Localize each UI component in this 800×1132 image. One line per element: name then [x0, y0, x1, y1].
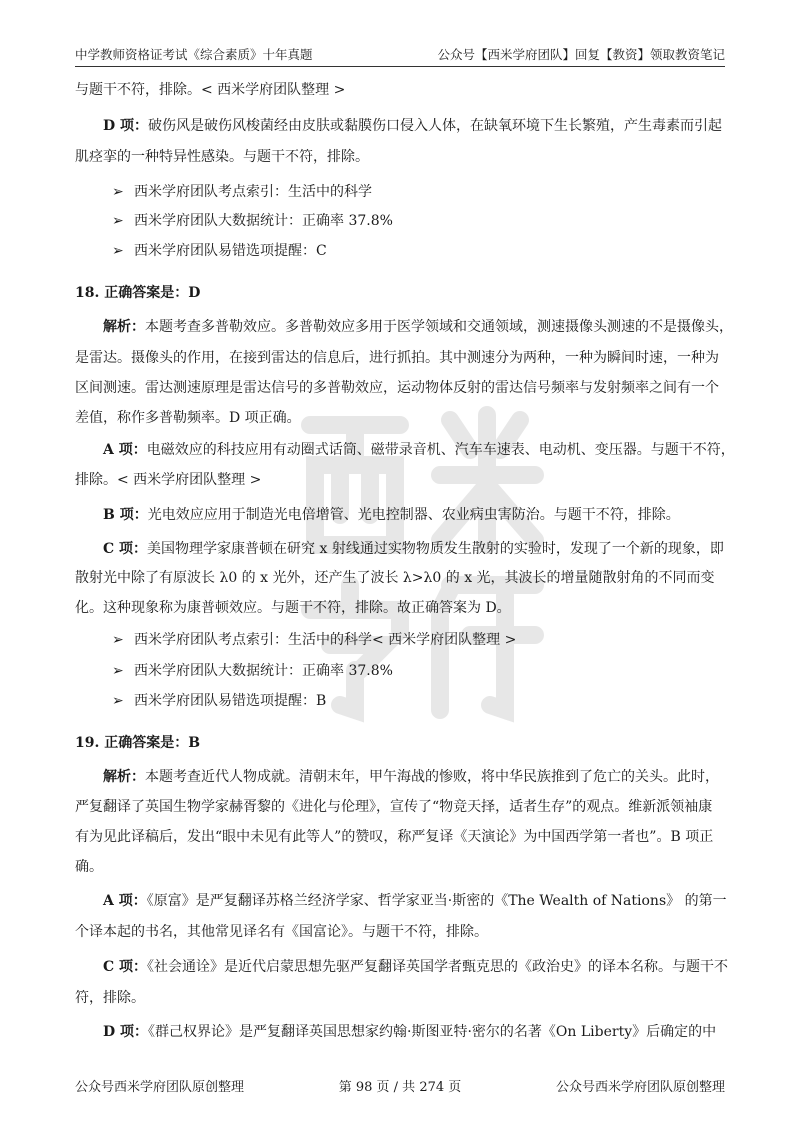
- analysis-text: 本题考查多普勒效应。多普勒效应多用于医学领域和交通领域，测速摄像头测速的不是摄像头，: [145, 319, 733, 335]
- bullet-text: 西米学府团队考点索引：生活中的科学: [134, 184, 372, 200]
- text-line: 差值，称作多普勒频率。D 项正确。: [75, 410, 301, 426]
- option-text: 电磁效应的科技应用有动圈式话筒、磁带录音机、汽车车速表、电动机、变压器。与题干不符，: [146, 442, 735, 458]
- bullet-text: 西米学府团队易错选项提醒：C: [134, 243, 327, 259]
- bullet-text: 西米学府团队大数据统计：正确率 37.8%: [134, 663, 393, 679]
- option-d-line: [103, 1022, 725, 1042]
- option-text: 《原富》是严复翻译苏格兰经济学家、哲学家亚当·斯密的《The Wealth of Nations》 的第一: [146, 893, 727, 909]
- text-line: 有为见此译稿后，发出“眼中未见有此等人”的赞叹，称严复译《天演论》为中国西学第一者也”。B 项正: [75, 829, 714, 845]
- header-right-note: 公众号【西米学府团队】回复【教资】领取教资笔记: [437, 47, 725, 62]
- bullet-item: [112, 241, 725, 261]
- bullet-item: [112, 211, 725, 231]
- analysis-line: [103, 767, 725, 787]
- arrow-bullet-icon: ➢: [112, 243, 124, 259]
- text-line: 化。这种现象称为康普顿效应。与题干不符，排除。故正确答案为 D。: [75, 600, 511, 616]
- bullet-item: [112, 691, 725, 711]
- option-text: 《社会通诠》是近代启蒙思想先驱严复翻译英国学者甄克思的《政治史》的译本名称。与题干不: [147, 959, 729, 975]
- arrow-bullet-icon: ➢: [112, 213, 124, 229]
- text-line: 严复翻译了英国生物学家赫胥黎的《进化与伦理》，宣传了“物竞天择，适者生存”的观点。维新派领袖康: [75, 799, 713, 815]
- text-line: 符，排除。: [75, 990, 145, 1006]
- text-line: 确。: [75, 859, 103, 875]
- option-label: D 项：: [103, 118, 149, 134]
- text-line: 散射光中除了有原波长 λ0 的 x 光外，还产生了波长 λ>λ0 的 x 光，其波长的增量随散射角的不同而变: [75, 570, 715, 586]
- bullet-text: 西米学府团队大数据统计：正确率 37.8%: [134, 213, 393, 229]
- text-line: 肌痉挛的一种特异性感染。与题干不符，排除。: [75, 149, 369, 165]
- option-text: 《群己权界论》是严复翻译英国思想家约翰·斯图亚特·密尔的名著《On Liberty》后确定的中: [148, 1024, 717, 1040]
- option-text: 美国物理学家康普顿在研究 x 射线通过实物物质发生散射的实验时，发现了一个新的现象，即: [147, 541, 724, 557]
- option-b-line: [103, 505, 725, 525]
- text-line: 与题干不符，排除。< 西米学府团队整理 >: [75, 82, 346, 98]
- option-label: C 项：: [103, 541, 148, 557]
- option-label: A 项：: [103, 442, 147, 458]
- footer-right-note: 公众号西米学府团队原创整理: [555, 1080, 725, 1095]
- answer-heading-18: 18. 正确答案是：D: [75, 285, 201, 301]
- footer-left-note: 公众号西米学府团队原创整理: [75, 1080, 245, 1095]
- option-label: C 项：: [103, 959, 148, 975]
- option-a-line: [103, 891, 725, 911]
- option-c-line: [103, 539, 725, 559]
- bullet-item: [112, 661, 725, 681]
- bullet-text: 西米学府团队易错选项提醒：B: [134, 693, 327, 709]
- page-header: [75, 44, 725, 67]
- arrow-bullet-icon: ➢: [112, 693, 124, 709]
- bullet-item: [112, 182, 725, 202]
- text-line: 排除。< 西米学府团队整理 >: [75, 472, 262, 488]
- option-d-line: [103, 116, 725, 136]
- analysis-line: [103, 317, 733, 337]
- option-label: D 项：: [103, 1024, 149, 1040]
- page-footer: [75, 1076, 725, 1095]
- arrow-bullet-icon: ➢: [112, 663, 124, 679]
- arrow-bullet-icon: ➢: [112, 184, 124, 200]
- option-text: 光电效应应用于制造光电倍增管、光电控制器、农业病虫害防治。与题干不符，排除。: [147, 507, 680, 523]
- option-label: B 项：: [103, 507, 148, 523]
- option-c-line: [103, 957, 729, 977]
- option-text: 破伤风是破伤风梭菌经由皮肤或黏膜伤口侵入人体，在缺氧环境下生长繁殖，产生毒素而引起: [148, 118, 723, 134]
- text-line: 区间测速。雷达测速原理是雷达信号的多普勒效应，运动物体反射的雷达信号频率与发射频率之间有一个: [75, 380, 719, 396]
- text-line: 是雷达。摄像头的作用，在接到雷达的信息后，进行抓拍。其中测速分为两种，一种为瞬间时速，一种为: [75, 350, 719, 366]
- analysis-text: 本题考查近代人物成就。清朝末年，甲午海战的惨败，将中华民族推到了危亡的关头。此时，: [145, 769, 719, 785]
- answer-heading-19: 19. 正确答案是：B: [75, 735, 201, 751]
- option-label: A 项：: [103, 893, 147, 909]
- page-number: 第 98 页 / 共 274 页: [338, 1080, 462, 1095]
- analysis-label: 解析：: [103, 319, 145, 335]
- arrow-bullet-icon: ➢: [112, 632, 124, 648]
- header-left-title: 中学教师资格证考试《综合素质》十年真题: [75, 47, 313, 62]
- text-line: 个译本起的书名，其他常见译名有《国富论》。与题干不符，排除。: [75, 924, 488, 940]
- option-a-line: [103, 440, 735, 460]
- analysis-label: 解析：: [103, 769, 145, 785]
- bullet-text: 西米学府团队考点索引：生活中的科学< 西米学府团队整理 >: [134, 632, 517, 648]
- bullet-item: [112, 630, 725, 650]
